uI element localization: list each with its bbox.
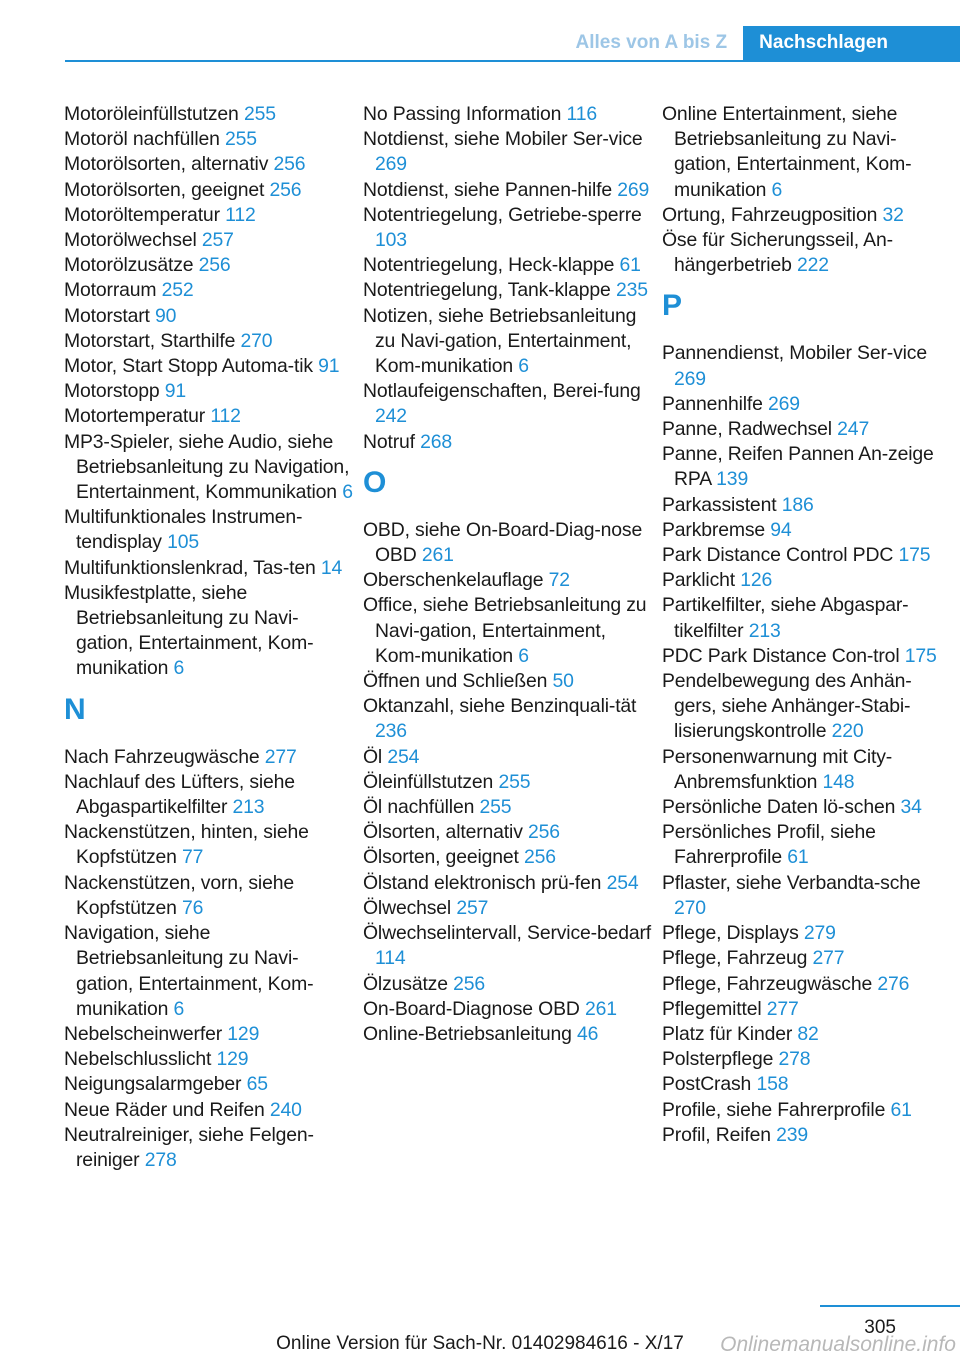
index-entry-page-link[interactable]: 256 — [269, 178, 302, 201]
index-entry — [64, 556, 354, 581]
index-entry — [64, 1123, 354, 1173]
index-entry — [363, 253, 653, 278]
index-letter-heading: P — [662, 289, 683, 323]
index-entry — [662, 946, 952, 971]
index-entry-term: Öl — [363, 745, 383, 768]
index-entry — [363, 669, 653, 694]
index-entry-term: Nackenstützen, vorn, siehe Kopfstützen — [64, 871, 294, 919]
index-entry-page-link[interactable]: 220 — [831, 720, 864, 743]
index-entry — [662, 518, 952, 543]
index-entry — [662, 1098, 952, 1123]
index-entry — [662, 203, 952, 228]
index-entry-term: Parkassistent — [662, 493, 777, 516]
index-entry — [662, 1123, 952, 1148]
index-entry-page-link[interactable]: 256 — [528, 821, 560, 844]
index-entry-page-link[interactable]: 94 — [770, 518, 792, 541]
index-column-2 — [363, 102, 653, 1047]
index-entry — [64, 871, 354, 921]
index-letter-heading: N — [64, 692, 86, 726]
index-entry — [64, 770, 354, 820]
index-entry-term: Neigungsalarmgeber — [64, 1073, 242, 1096]
index-entry — [363, 795, 653, 820]
index-entry-term: Polsterpflege — [662, 1048, 774, 1071]
index-entry-page-link[interactable]: 61 — [890, 1098, 912, 1121]
index-entry-page-link[interactable]: 46 — [577, 1022, 599, 1045]
index-entry-term: Pendelbewegung des Anhän-gers, siehe Anhänger-Stabi-lisierungskontrolle — [662, 670, 912, 743]
index-entry-page-link[interactable]: 213 — [748, 619, 781, 642]
index-entry-term: Motorölsorten, geeignet — [64, 178, 265, 201]
index-entry-term: Notizen, siehe Betriebsanleitung zu Navi-gation, Entertainment, Kom-munikation — [363, 304, 637, 378]
index-entry-term: Panne, Reifen Pannen An-zeige RPA — [662, 443, 934, 491]
index-entry-term: Notruf — [363, 430, 415, 453]
index-entry — [64, 581, 354, 682]
index-entry — [363, 127, 653, 177]
index-entry-term: Panne, Radwechsel — [662, 418, 832, 441]
index-entry-page-link[interactable]: 240 — [269, 1098, 302, 1121]
index-entry — [64, 228, 354, 253]
index-entry-term: Motorstart, Starthilfe — [64, 329, 236, 352]
footer-rule — [820, 1305, 960, 1307]
index-entry-term: Profil, Reifen — [662, 1123, 771, 1146]
index-letter-heading: O — [363, 465, 387, 499]
index-entry-page-link[interactable]: 269 — [768, 392, 800, 415]
index-entry-page-link[interactable]: 6 — [518, 355, 529, 378]
index-entry-term: Ölstand elektronisch prü-fen — [363, 871, 602, 894]
page-number: 305 — [864, 1317, 896, 1338]
index-entry — [64, 127, 354, 152]
index-entry-page-link[interactable]: 76 — [182, 896, 204, 919]
index-entry-term: Partikelfilter, siehe Abgaspar-tikelfilter — [662, 594, 909, 642]
index-column-1 — [64, 102, 354, 1173]
index-entry — [662, 568, 952, 593]
index-entry-term: Motorraum — [64, 279, 157, 302]
index-entry-term: Oberschenkelauflage — [363, 569, 544, 592]
index-entry-term: Parklicht — [662, 569, 736, 592]
index-entry — [64, 329, 354, 354]
index-entry-page-link[interactable]: 14 — [320, 556, 343, 579]
index-entry — [363, 1022, 653, 1047]
index-entry-page-link[interactable]: 279 — [803, 922, 836, 945]
index-entry-term: MP3-Spieler, siehe Audio, siehe Betriebsanleitung zu Navigation, Entertainment, Kommunikation — [64, 430, 350, 504]
index-entry-page-link[interactable]: 34 — [900, 796, 922, 819]
index-entry-page-link[interactable]: 277 — [812, 947, 845, 970]
index-entry-term: Notentriegelung, Getriebe-sperre — [363, 203, 642, 226]
index-entry-page-link[interactable]: 129 — [216, 1048, 249, 1071]
index-entry-term: Notdienst, siehe Pannen-hilfe — [363, 178, 612, 201]
index-entry-page-link[interactable]: 278 — [144, 1148, 177, 1171]
index-entry-term: Motorölzusätze — [64, 254, 194, 277]
index-entry-page-link[interactable]: 91 — [318, 355, 340, 378]
index-entry-term: Motor, Start Stopp Automa-tik — [64, 355, 313, 378]
index-entry — [64, 745, 354, 770]
index-entry-term: Motorölsorten, alternativ — [64, 153, 269, 176]
index-entry — [662, 644, 952, 669]
index-entry-term: Musikfestplatte, siehe Betriebsanleitung zu Navi-gation, Entertainment, Kom-munikation — [64, 581, 314, 680]
index-entry-term: Pflege, Displays — [662, 922, 799, 945]
index-column-3 — [662, 102, 952, 1148]
index-entry-term: Öffnen und Schließen — [363, 670, 548, 693]
index-entry-page-link[interactable]: 252 — [161, 279, 194, 302]
index-entry-term: Ölwechselintervall, Service-bedarf — [363, 922, 652, 945]
index-entry-page-link[interactable]: 277 — [766, 997, 799, 1020]
index-entry-page-link[interactable]: 257 — [201, 229, 234, 252]
index-entry-page-link[interactable]: 269 — [375, 153, 407, 176]
index-entry-term: Ortung, Fahrzeugposition — [662, 203, 878, 226]
index-entry — [662, 102, 952, 203]
index-entry — [64, 102, 354, 127]
index-entry — [363, 568, 653, 593]
index-entry — [64, 430, 354, 506]
index-entry-page-link[interactable]: 268 — [420, 430, 453, 453]
index-entry — [64, 379, 354, 404]
index-entry-term: Öse für Sicherungsseil, An-hängerbetrieb — [662, 229, 893, 277]
index-entry-page-link[interactable]: 50 — [552, 670, 574, 693]
index-entry — [363, 203, 653, 253]
index-entry — [64, 178, 354, 203]
index-entry — [363, 921, 653, 971]
index-entry-page-link[interactable]: 148 — [822, 770, 855, 793]
index-entry — [64, 253, 354, 278]
index-entry — [662, 820, 952, 870]
index-entry-page-link[interactable]: 6 — [173, 997, 185, 1020]
header-rule — [65, 60, 960, 62]
index-entry-term: Oktanzahl, siehe Benzinquali-tät — [363, 695, 637, 718]
index-entry-page-link[interactable]: 139 — [716, 468, 749, 491]
index-entry-term: Nebelscheinwerfer — [64, 1022, 223, 1045]
index-entry-term: Nach Fahrzeugwäsche — [64, 745, 260, 768]
index-entry — [64, 1047, 354, 1072]
index-entry-term: Personenwarnung mit City-Anbremsfunktion — [662, 745, 893, 793]
index-entry — [662, 392, 952, 417]
index-entry-term: Parkbremse — [662, 518, 766, 541]
index-entry-page-link[interactable]: 239 — [776, 1123, 809, 1146]
index-entry — [662, 997, 952, 1022]
index-entry-page-link[interactable]: 72 — [548, 569, 570, 592]
index-entry-page-link[interactable]: 222 — [796, 254, 829, 277]
index-entry-term: Pannenhilfe — [662, 392, 763, 415]
index-entry-term: Neutralreiniger, siehe Felgen-reiniger — [64, 1123, 314, 1171]
index-entry-term: On-Board-Diagnose OBD — [363, 997, 580, 1020]
index-entry-term: Ölzusätze — [363, 972, 448, 995]
index-entry — [662, 795, 952, 820]
index-entry-term: Pflegemittel — [662, 997, 762, 1020]
index-entry — [64, 921, 354, 1022]
index-entry-page-link[interactable]: 261 — [584, 997, 617, 1020]
index-entry — [64, 820, 354, 870]
index-entry — [662, 493, 952, 518]
index-entry — [662, 921, 952, 946]
index-entry — [363, 379, 653, 429]
index-entry-page-link[interactable]: 112 — [210, 405, 241, 428]
index-entry-term: Pannendienst, Mobiler Ser-vice — [662, 342, 927, 365]
index-entry — [363, 430, 653, 455]
index-entry — [662, 593, 952, 643]
index-entry-page-link[interactable]: 256 — [273, 153, 306, 176]
index-entry-page-link[interactable]: 32 — [882, 203, 904, 226]
index-entry — [363, 593, 653, 669]
index-entry-page-link[interactable]: 6 — [518, 644, 529, 667]
index-entry-term: OBD, siehe On-Board-Diag-nose OBD — [363, 518, 643, 567]
index-columns — [0, 102, 960, 1272]
index-entry-term: Notentriegelung, Tank-klappe — [363, 279, 611, 302]
index-entry — [662, 1047, 952, 1072]
index-entry-page-link[interactable]: 270 — [240, 329, 273, 352]
index-entry-term: Multifunktionslenkrad, Tas-ten — [64, 556, 316, 579]
index-entry — [363, 178, 653, 203]
index-entry-term: Persönliches Profil, siehe Fahrerprofile — [662, 821, 876, 869]
index-entry-page-link[interactable]: 6 — [771, 178, 783, 201]
index-entry-page-link[interactable]: 269 — [617, 178, 650, 201]
index-entry — [64, 404, 354, 429]
index-entry-term: Motorstart — [64, 304, 150, 327]
index-entry — [64, 1098, 354, 1123]
index-entry — [363, 820, 653, 845]
index-entry-term: Ölsorten, geeignet — [363, 846, 519, 869]
index-entry-page-link[interactable]: 186 — [781, 493, 814, 516]
index-entry-term: Nachlauf des Lüfters, siehe Abgaspartikelfilter — [64, 770, 295, 819]
index-entry-term: Profile, siehe Fahrerprofile — [662, 1098, 886, 1121]
index-entry — [662, 669, 952, 745]
index-entry — [662, 341, 952, 391]
index-entry-page-link[interactable]: 256 — [453, 972, 486, 995]
index-entry — [662, 1072, 952, 1097]
index-entry-term: Nackenstützen, hinten, siehe Kopfstützen — [64, 821, 309, 869]
index-entry-page-link[interactable]: 175 — [898, 544, 931, 567]
index-entry-page-link[interactable]: 255 — [243, 103, 276, 125]
index-entry — [363, 745, 653, 770]
index-entry — [363, 972, 653, 997]
index-entry-term: Notdienst, siehe Mobiler Ser-vice — [363, 128, 643, 151]
index-entry — [662, 543, 952, 568]
index-entry-page-link[interactable]: 158 — [756, 1073, 789, 1096]
index-entry-page-link[interactable]: 6 — [342, 481, 353, 504]
index-entry — [363, 845, 653, 870]
index-entry — [64, 1022, 354, 1047]
index-entry — [64, 304, 354, 329]
index-entry-page-link[interactable]: 254 — [387, 745, 420, 768]
index-entry-page-link[interactable]: 61 — [619, 254, 641, 277]
index-entry-page-link[interactable]: 105 — [167, 531, 199, 554]
index-entry-term: Persönliche Daten lö-schen — [662, 796, 896, 819]
index-entry — [363, 896, 653, 921]
index-entry — [662, 871, 952, 921]
index-entry-page-link[interactable]: 255 — [479, 796, 512, 819]
index-entry-page-link[interactable]: 213 — [232, 796, 265, 819]
header-section-title: Alles von A bis Z — [575, 32, 728, 53]
index-entry-page-link[interactable]: 82 — [797, 1022, 819, 1045]
index-entry — [64, 203, 354, 228]
index-entry-term: Pflaster, siehe Verbandta-sche — [662, 871, 921, 894]
index-entry-term: Pflege, Fahrzeugwäsche — [662, 972, 873, 995]
index-entry — [662, 228, 952, 278]
index-entry-page-link[interactable]: 235 — [615, 279, 648, 302]
index-entry-term: Motoröltemperatur — [64, 203, 220, 226]
index-entry — [363, 102, 653, 127]
index-entry — [662, 1022, 952, 1047]
index-entry-page-link[interactable]: 255 — [498, 770, 531, 793]
index-entry-page-link[interactable]: 236 — [375, 720, 407, 743]
index-entry-page-link[interactable]: 91 — [164, 380, 187, 403]
index-entry — [662, 442, 952, 492]
index-entry-page-link[interactable]: 255 — [225, 128, 257, 151]
page-header — [575, 26, 960, 60]
footer-version-text: Online Version für Sach-Nr. 01402984616 - X/17 — [276, 1333, 684, 1354]
index-entry-page-link[interactable]: 270 — [674, 896, 706, 919]
index-entry-page-link[interactable]: 61 — [787, 846, 809, 869]
index-entry-term: Öleinfüllstutzen — [363, 770, 494, 793]
index-entry — [363, 304, 653, 380]
index-entry-page-link[interactable]: 256 — [198, 254, 231, 277]
index-entry-term: Motorölwechsel — [64, 229, 197, 252]
index-entry-page-link[interactable]: 116 — [566, 103, 597, 125]
index-entry-term: Nebelschlusslicht — [64, 1048, 212, 1071]
index-entry-term: PostCrash — [662, 1073, 752, 1096]
index-entry-term: Neue Räder und Reifen — [64, 1098, 265, 1121]
index-entry-term: Motoröl nachfüllen — [64, 128, 220, 151]
index-entry-page-link[interactable]: 126 — [740, 569, 773, 592]
index-entry — [662, 745, 952, 795]
index-entry-page-link[interactable]: 247 — [837, 418, 870, 441]
index-entry-page-link[interactable]: 114 — [375, 947, 406, 970]
index-entry — [64, 505, 354, 555]
index-entry — [363, 770, 653, 795]
index-entry — [363, 694, 653, 744]
index-entry-term: Platz für Kinder — [662, 1022, 793, 1045]
index-entry-term: Motorstopp — [64, 380, 160, 403]
index-entry-term: No Passing Information — [363, 103, 562, 125]
watermark-logo: Onlinemanualsonline.info — [720, 1333, 956, 1356]
index-entry-page-link[interactable]: 77 — [182, 846, 204, 869]
index-entry-term: Pflege, Fahrzeug — [662, 947, 808, 970]
index-entry-page-link[interactable]: 90 — [155, 304, 177, 327]
index-entry — [64, 354, 354, 379]
index-entry — [363, 518, 653, 568]
index-entry-term: PDC Park Distance Con-trol — [662, 644, 900, 667]
index-entry-term: Motoröleinfüllstutzen — [64, 103, 239, 125]
index-entry-page-link[interactable]: 276 — [877, 972, 910, 995]
index-entry-page-link[interactable]: 112 — [225, 203, 256, 226]
index-entry — [662, 417, 952, 442]
index-entry-page-link[interactable]: 175 — [904, 644, 937, 667]
index-entry-page-link[interactable]: 242 — [375, 405, 407, 428]
index-entry-term: Notentriegelung, Heck-klappe — [363, 254, 615, 277]
index-entry-page-link[interactable]: 254 — [606, 871, 639, 894]
index-entry-page-link[interactable]: 256 — [524, 846, 556, 869]
index-entry-page-link[interactable]: 129 — [227, 1022, 260, 1045]
index-entry — [363, 997, 653, 1022]
index-entry — [64, 152, 354, 177]
index-entry-term: Ölwechsel — [363, 896, 452, 919]
index-entry — [363, 871, 653, 896]
index-entry-term: Online-Betriebsanleitung — [363, 1022, 572, 1045]
index-entry-term: Notlaufeigenschaften, Berei-fung — [363, 380, 641, 403]
index-entry-term: Motortemperatur — [64, 405, 206, 428]
index-entry-term: Navigation, siehe Betriebsanleitung zu Navi-gation, Entertainment, Kom-munikation — [64, 922, 314, 1020]
index-entry-term: Office, siehe Betriebsanleitung zu Navi-gation, Entertainment, Kom-munikation — [363, 594, 647, 667]
index-entry-page-link[interactable]: 277 — [264, 745, 297, 768]
index-entry-term: Ölsorten, alternativ — [363, 821, 523, 844]
index-entry-term: Multifunktionales Instrumen-tendisplay — [64, 506, 303, 554]
index-entry-term: Öl nachfüllen — [363, 796, 475, 819]
header-chapter-tab: Nachschlagen — [743, 26, 960, 60]
index-entry — [363, 278, 653, 303]
index-entry-page-link[interactable]: 278 — [778, 1048, 811, 1071]
index-entry-term: Park Distance Control PDC — [662, 544, 894, 567]
index-entry-page-link[interactable]: 269 — [674, 367, 706, 390]
index-entry — [662, 972, 952, 997]
index-entry — [64, 278, 354, 303]
index-entry-page-link[interactable]: 257 — [456, 896, 489, 919]
index-entry-page-link[interactable]: 6 — [173, 657, 185, 680]
index-entry-page-link[interactable]: 103 — [375, 229, 407, 252]
index-entry-page-link[interactable]: 261 — [421, 544, 454, 567]
index-entry-page-link[interactable]: 65 — [246, 1073, 268, 1096]
index-entry-term: Online Entertainment, siehe Betriebsanleitung zu Navi-gation, Entertainment, Kom-munikation — [662, 103, 912, 201]
index-entry — [64, 1072, 354, 1097]
